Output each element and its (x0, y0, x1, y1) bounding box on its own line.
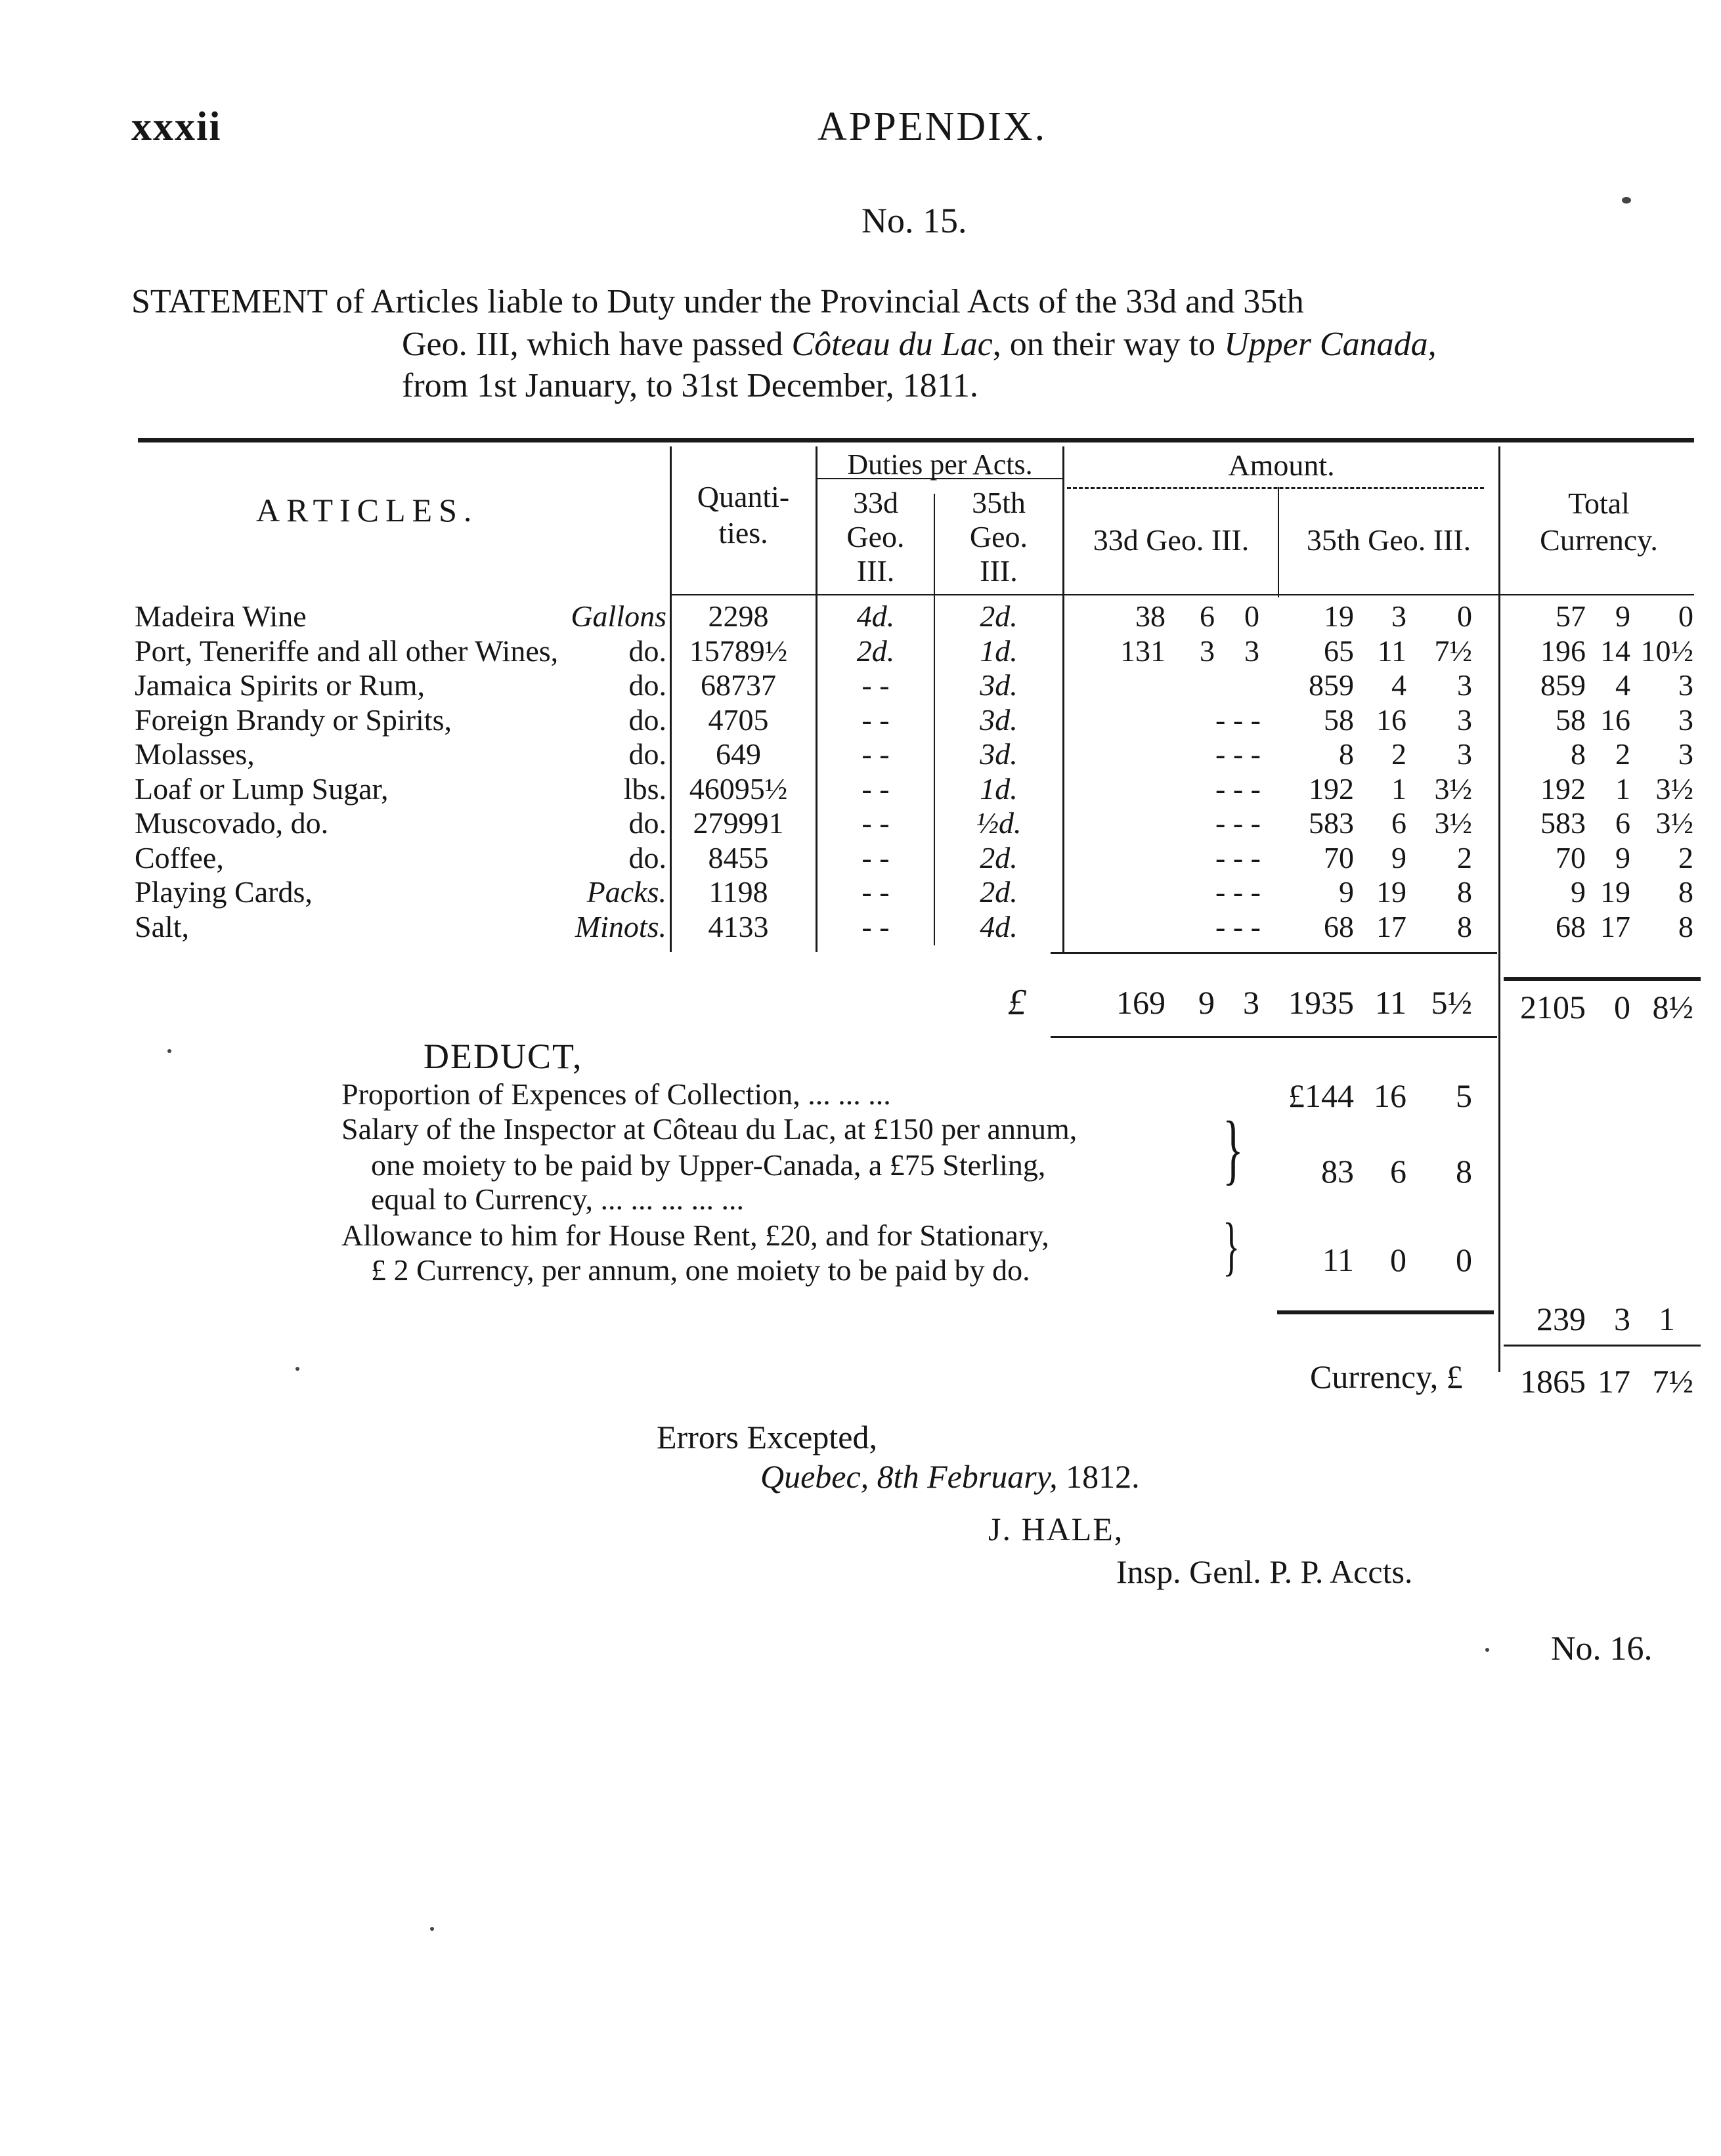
total-currency-shillings: 0 (1614, 989, 1630, 1025)
row-a35-pence: 7½ (1434, 634, 1472, 668)
row-quantity: 68737 (701, 668, 776, 702)
row-a33-pounds: 131 (1120, 634, 1165, 668)
row-a33-pence: 0 (1244, 599, 1259, 633)
row-duty-35: 3d. (980, 702, 1018, 737)
row-unit: Gallons (571, 599, 666, 633)
row-total-shillings: 4 (1615, 668, 1630, 702)
amount-header-rule (1067, 487, 1484, 489)
row-duty-35: 3d. (980, 737, 1018, 771)
row-a35-shillings: 4 (1391, 668, 1406, 702)
net-pounds: 1865 (1520, 1363, 1586, 1400)
row-total-shillings: 19 (1600, 875, 1630, 909)
row-a35-pounds: 8 (1339, 737, 1354, 771)
errors-excepted: Errors Excepted, (657, 1419, 877, 1455)
row-total-shillings: 17 (1600, 909, 1630, 943)
row-a35-pence: 8 (1457, 875, 1472, 909)
net-top-rule (1504, 1345, 1701, 1347)
statement-line-1: STATEMENT of Articles liable to Duty under the Provincial Acts of the 33d and 35th (131, 283, 1304, 320)
ink-speck-mark (1485, 1648, 1489, 1652)
header-duty-33: 33d Geo. III. (846, 486, 905, 588)
deduct-subtotal-pence: 1 (1659, 1301, 1675, 1337)
row-a35-shillings: 17 (1376, 909, 1406, 943)
row-unit: do. (628, 840, 666, 874)
total-currency-pounds: 2105 (1520, 989, 1586, 1025)
deduct-item-2-line-1: Salary of the Inspector at Côteau du Lac, at £150 per annum, (341, 1112, 1078, 1146)
deduct-item-1-shillings: 16 (1374, 1077, 1406, 1114)
row-a35-pounds: 19 (1324, 599, 1354, 633)
next-document-number: No. 16. (1551, 1630, 1653, 1668)
row-unit: do. (628, 668, 666, 702)
deduct-item-3-pence: 0 (1456, 1241, 1472, 1278)
row-a35-pence: 3½ (1434, 771, 1472, 806)
net-pence: 7½ (1652, 1363, 1693, 1400)
row-quantity: 4705 (708, 702, 769, 737)
row-a35-shillings: 9 (1391, 840, 1406, 874)
row-total-pounds: 196 (1540, 634, 1586, 668)
totals-currency-sign: £ (1008, 982, 1026, 1023)
ink-speck-mark (167, 1049, 171, 1053)
row-total-pounds: 583 (1540, 806, 1586, 840)
row-total-pence: 3 (1678, 702, 1693, 737)
row-duty-35: 1d. (980, 634, 1018, 668)
row-quantity: 8455 (708, 840, 769, 874)
row-a35-shillings: 3 (1391, 599, 1406, 633)
row-total-pounds: 192 (1540, 771, 1586, 806)
row-a35-pence: 2 (1457, 840, 1472, 874)
row-total-pounds: 68 (1556, 909, 1586, 943)
row-total-shillings: 2 (1615, 737, 1630, 771)
row-total-shillings: 6 (1615, 806, 1630, 840)
row-duty-35: 1d. (980, 771, 1018, 806)
row-a33-pounds: - - - (1215, 909, 1261, 943)
row-article: Jamaica Spirits or Rum, (135, 668, 425, 702)
row-duty-35: ½d. (976, 806, 1022, 840)
deduct-item-2-line-2: one moiety to be paid by Upper-Canada, a £75 Sterling, (371, 1148, 1046, 1182)
row-article: Port, Teneriffe and all other Wines, (135, 634, 559, 668)
ink-speck-mark (430, 1927, 434, 1931)
row-a35-pence: 3½ (1434, 806, 1472, 840)
deduct-item-2-pence: 8 (1456, 1153, 1472, 1190)
header-total-1: Total (1568, 486, 1630, 520)
row-duty-35: 2d. (980, 599, 1018, 633)
header-bottom-rule (670, 594, 1694, 595)
row-a33-pence: 3 (1244, 634, 1259, 668)
total-35-pence: 5½ (1431, 984, 1472, 1021)
header-total-2: Currency. (1540, 523, 1658, 557)
total-col-top-rule (1504, 977, 1701, 981)
header-duties-per-acts: Duties per Acts. (847, 448, 1033, 481)
row-duty-33: - - (861, 668, 890, 702)
row-a35-pounds: 58 (1324, 702, 1354, 737)
deduct-item-1-line-1: Proportion of Expences of Collection, ... ... ... (341, 1077, 891, 1111)
row-duty-33: 2d. (856, 634, 895, 668)
header-amount-33: 33d Geo. III. (1093, 523, 1250, 557)
row-duty-33: - - (861, 702, 890, 737)
row-a35-shillings: 16 (1376, 702, 1406, 737)
row-a33-shillings: 6 (1200, 599, 1215, 633)
row-duty-33: - - (861, 840, 890, 874)
row-duty-33: - - (861, 875, 890, 909)
row-a35-pounds: 70 (1324, 840, 1354, 874)
deduct-subtotal-pounds: 239 (1536, 1301, 1586, 1337)
total-currency-pence: 8½ (1652, 989, 1693, 1025)
row-article: Muscovado, do. (135, 806, 329, 840)
net-currency-label: Currency, £ (1310, 1358, 1463, 1395)
row-total-pence: 3½ (1655, 806, 1693, 840)
row-quantity: 649 (716, 737, 761, 771)
row-total-pounds: 57 (1556, 599, 1586, 633)
header-amount: Amount. (1228, 448, 1335, 482)
row-duty-33: - - (861, 771, 890, 806)
row-duty-35: 4d. (980, 909, 1018, 943)
total-35-shillings: 11 (1374, 984, 1406, 1021)
row-a35-pence: 3 (1457, 702, 1472, 737)
row-a35-pounds: 65 (1324, 634, 1354, 668)
row-a35-pounds: 192 (1309, 771, 1354, 806)
row-a35-shillings: 11 (1377, 634, 1406, 668)
row-a35-pence: 0 (1457, 599, 1472, 633)
row-total-pounds: 859 (1540, 668, 1586, 702)
row-unit: do. (628, 806, 666, 840)
row-a35-shillings: 6 (1391, 806, 1406, 840)
page-number: xxxii (131, 104, 222, 149)
row-total-pounds: 58 (1556, 702, 1586, 737)
table-top-rule (138, 438, 1694, 442)
row-total-shillings: 9 (1615, 840, 1630, 874)
ink-speck-mark (1622, 197, 1631, 204)
statement-line-3: from 1st January, to 31st December, 1811. (402, 367, 978, 404)
row-article: Molasses, (135, 737, 255, 771)
total-33-pence: 3 (1243, 984, 1259, 1021)
total-35-pounds: 1935 (1288, 984, 1354, 1021)
row-total-pounds: 70 (1556, 840, 1586, 874)
row-a33-pounds: - - - (1215, 875, 1261, 909)
row-a33-pounds: - - - (1215, 702, 1261, 737)
row-total-pence: 0 (1678, 599, 1693, 633)
row-a35-pence: 3 (1457, 737, 1472, 771)
row-total-pence: 3 (1678, 668, 1693, 702)
totals-bottom-rule (1051, 1036, 1497, 1038)
row-a35-shillings: 1 (1391, 771, 1406, 806)
signatory-title: Insp. Genl. P. P. Accts. (1116, 1553, 1413, 1590)
row-duty-33: - - (861, 909, 890, 943)
deduct-item-1-pounds: £144 (1288, 1077, 1354, 1114)
row-total-pounds: 8 (1571, 737, 1586, 771)
deduct-item-3-line-1: Allowance to him for House Rent, £20, and for Stationary, (341, 1218, 1049, 1252)
row-duty-35: 2d. (980, 840, 1018, 874)
row-duty-33: - - (861, 806, 890, 840)
deduct-item-1-pence: 5 (1456, 1077, 1472, 1114)
row-total-shillings: 9 (1615, 599, 1630, 633)
header-quantities-2: ties. (718, 516, 768, 550)
row-unit: Minots. (575, 909, 666, 943)
row-total-shillings: 16 (1600, 702, 1630, 737)
deduct-item-3-line-2: £ 2 Currency, per annum, one moiety to be paid by do. (371, 1253, 1030, 1287)
row-quantity: 2298 (708, 599, 769, 633)
total-33-pounds: 169 (1116, 984, 1165, 1021)
deduct-item-3-shillings: 0 (1390, 1241, 1406, 1278)
deduct-subtotal-shillings: 3 (1614, 1301, 1630, 1337)
deduct-item-2-pounds: 83 (1321, 1153, 1354, 1190)
row-article: Madeira Wine (135, 599, 307, 633)
row-total-shillings: 1 (1615, 771, 1630, 806)
signature: J. HALE, (988, 1511, 1124, 1547)
header-duty-35: 35th Geo. III. (969, 486, 1028, 588)
row-total-pounds: 9 (1571, 875, 1586, 909)
row-quantity: 4133 (708, 909, 769, 943)
row-duty-33: 4d. (856, 599, 895, 633)
row-duty-33: - - (861, 737, 890, 771)
deduct-subtotal-rule (1277, 1310, 1494, 1314)
row-duty-35: 3d. (980, 668, 1018, 702)
row-a35-shillings: 2 (1391, 737, 1406, 771)
row-total-pence: 8 (1678, 909, 1693, 943)
row-article: Playing Cards, (135, 875, 313, 909)
row-a33-pounds: - - - (1215, 771, 1261, 806)
section-title: APPENDIX. (817, 104, 1047, 149)
net-shillings: 17 (1598, 1363, 1630, 1400)
totals-top-rule (1051, 952, 1497, 954)
row-quantity: 1198 (708, 875, 768, 909)
row-article: Coffee, (135, 840, 224, 874)
row-total-pence: 10½ (1640, 634, 1693, 668)
document-number: No. 15. (861, 201, 967, 240)
row-total-pence: 3½ (1655, 771, 1693, 806)
row-a35-pence: 8 (1457, 909, 1472, 943)
row-a33-pounds: - - - (1215, 737, 1261, 771)
row-a35-shillings: 19 (1376, 875, 1406, 909)
row-duty-35: 2d. (980, 875, 1018, 909)
statement-line-2: Geo. III, which have passed Côteau du Lac, on their way to Upper Canada, (402, 326, 1437, 363)
row-article: Loaf or Lump Sugar, (135, 771, 389, 806)
row-a33-pounds: 38 (1135, 599, 1165, 633)
row-total-pence: 2 (1678, 840, 1693, 874)
deduct-item-3-pounds: 11 (1322, 1241, 1354, 1278)
row-unit: do. (628, 702, 666, 737)
row-a35-pence: 3 (1457, 668, 1472, 702)
deduct-heading: DEDUCT, (424, 1037, 583, 1076)
row-unit: do. (628, 634, 666, 668)
row-total-shillings: 14 (1600, 634, 1630, 668)
header-quantities-1: Quanti- (697, 480, 790, 513)
brace-icon: } (1223, 1209, 1240, 1282)
row-quantity: 46095½ (689, 771, 788, 806)
row-total-pence: 3 (1678, 737, 1693, 771)
row-quantity: 279991 (693, 806, 784, 840)
row-unit: Packs. (586, 875, 666, 909)
row-a33-pounds: - - - (1215, 806, 1261, 840)
row-a35-pounds: 583 (1309, 806, 1354, 840)
row-a35-pounds: 9 (1339, 875, 1354, 909)
row-quantity: 15789½ (689, 634, 788, 668)
brace-icon: } (1223, 1105, 1244, 1192)
place-and-date: Quebec, 8th February, 1812. (760, 1458, 1140, 1495)
row-total-pence: 8 (1678, 875, 1693, 909)
row-a35-pounds: 859 (1309, 668, 1354, 702)
deduct-item-2-shillings: 6 (1390, 1153, 1406, 1190)
ink-speck-mark (295, 1367, 299, 1371)
row-a33-pounds: - - - (1215, 840, 1261, 874)
row-a33-shillings: 3 (1200, 634, 1215, 668)
header-amount-35: 35th Geo. III. (1306, 523, 1471, 557)
row-article: Salt, (135, 909, 190, 943)
row-unit: do. (628, 737, 666, 771)
row-a35-pounds: 68 (1324, 909, 1354, 943)
row-article: Foreign Brandy or Spirits, (135, 702, 452, 737)
col-divider-total (1498, 446, 1500, 1372)
header-articles: ARTICLES. (256, 492, 479, 528)
deduct-item-2-line-3: equal to Currency, ... ... ... ... ... (371, 1182, 745, 1216)
row-unit: lbs. (623, 771, 666, 806)
total-33-shillings: 9 (1198, 984, 1215, 1021)
